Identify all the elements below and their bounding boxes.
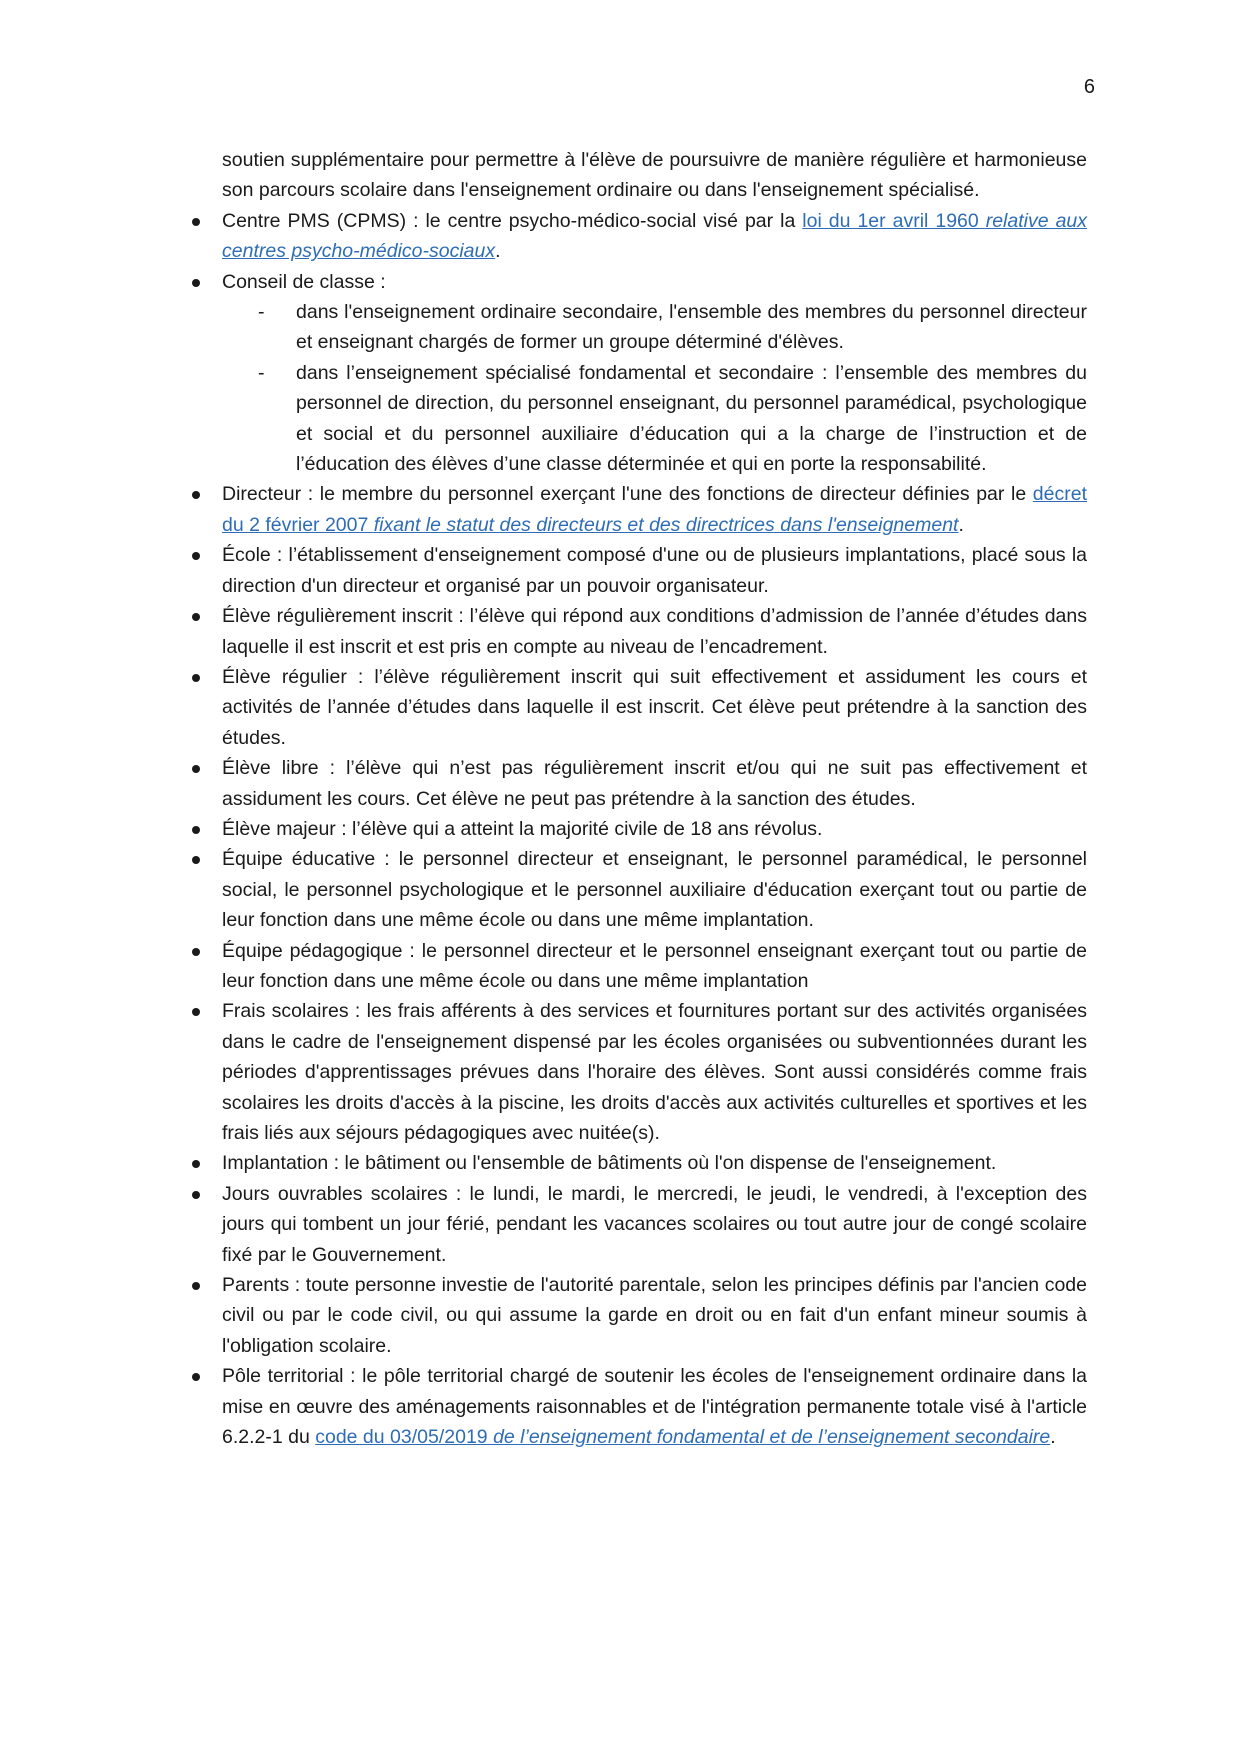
- list-item-frais-scolaires: Frais scolaires : les frais afférents à des services et fournitures portant sur des activités organisées dans le cadre de l'enseignement dispensé par les écoles organisées ou subventionnées durant les périodes d'apprentissages prévues dans l'horaire des élèves. Sont aussi considérés comme frais scolaires les droits d'accès à la piscine, les droits d'accès aux activités culturelles et sportives et les frais liés aux séjours pédagogiques avec nuitée(s).: [222, 996, 1087, 1148]
- list-item-equipe-pedagogique: Équipe pédagogique : le personnel directeur et le personnel enseignant exerçant tout ou partie de leur fonction dans une même école ou dans une même implantation: [222, 936, 1087, 997]
- document-body: [222, 145, 1087, 1452]
- definitions-list: [222, 206, 1087, 1453]
- link-code-2019[interactable]: code du 03/05/2019 de l’enseignement fondamental et de l’enseignement secondaire: [315, 1426, 1051, 1449]
- pole-text: Pôle territorial : le pôle territorial chargé de soutenir les écoles de l'enseignement ordinaire dans la mise en œuvre des aménagements raisonnables et de l'intégration permanente totale visé à l'article 6.2.2-1 du: [222, 1365, 1087, 1449]
- list-item-jours-ouvrables: Jours ouvrables scolaires : le lundi, le mardi, le mercredi, le jeudi, le vendredi, à l'exception des jours qui tombent un jour férié, pendant les vacances scolaires ou tout autre jour de congé scolaire fixé par le Gouvernement.: [222, 1179, 1087, 1270]
- page-number: 6: [1083, 76, 1095, 98]
- list-item-cpms: Centre PMS (CPMS) : le centre psycho-médico-social visé par la loi du 1er avril 1960 relative aux centres psycho-médico-sociaux.: [222, 206, 1087, 267]
- directeur-text: Directeur : le membre du personnel exerçant l'une des fonctions de directeur définies par le: [222, 483, 1033, 506]
- conseil-text: Conseil de classe :: [222, 270, 386, 293]
- list-item-conseil-de-classe: [222, 267, 1087, 480]
- list-item-pole-territorial: Pôle territorial : le pôle territorial chargé de soutenir les écoles de l'enseignement ordinaire dans la mise en œuvre des aménagements raisonnables et de l'intégration permanente totale visé à l'article 6.2.2-1 du code du 03/05/2019 de l’enseignement fondamental et de l’enseignement secondaire.: [222, 1361, 1087, 1452]
- list-item-eleve-inscrit: Élève régulièrement inscrit : l’élève qui répond aux conditions d’admission de l’année d’études dans laquelle il est inscrit et est pris en compte au niveau de l’encadrement.: [222, 601, 1087, 662]
- link-decret-2007[interactable]: décret du 2 février 2007 fixant le statut des directeurs et des directrices dans l'enseignement: [222, 483, 1087, 536]
- list-item-ecole: École : l’établissement d'enseignement composé d'une ou de plusieurs implantations, placé sous la direction d'un directeur et organisé par un pouvoir organisateur.: [222, 540, 1087, 601]
- cpms-text: Centre PMS (CPMS) : le centre psycho-médico-social visé par la: [222, 209, 803, 232]
- list-item-directeur: Directeur : le membre du personnel exerçant l'une des fonctions de directeur définies par le décret du 2 février 2007 fixant le statut des directeurs et des directrices dans l'enseignement.: [222, 479, 1087, 540]
- sub-item: - dans l'enseignement ordinaire secondaire, l'ensemble des membres du personnel directeur et enseignant chargés de former un groupe déterminé d'élèves.: [296, 297, 1087, 358]
- list-item-eleve-majeur: Élève majeur : l’élève qui a atteint la majorité civile de 18 ans révolus.: [222, 814, 1087, 844]
- sub-item: - dans l’enseignement spécialisé fondamental et secondaire : l’ensemble des membres du personnel de direction, du personnel enseignant, du personnel paramédical, psychologique et social et du personnel auxiliaire d’éducation qui a la charge de l’instruction et de l’éducation des élèves d’une classe déterminée et qui en porte la responsabilité.: [296, 358, 1087, 480]
- list-item-eleve-libre: Élève libre : l’élève qui n’est pas régulièrement inscrit et/ou qui ne suit pas effectivement et assidument les cours. Cet élève ne peut pas prétendre à la sanction des études.: [222, 753, 1087, 814]
- conseil-sub-list: [222, 297, 1087, 479]
- link-loi-1960[interactable]: loi du 1er avril 1960 relative aux centres psycho-médico-sociaux: [222, 209, 1088, 263]
- list-item-implantation: Implantation : le bâtiment ou l'ensemble de bâtiments où l'on dispense de l'enseignement.: [222, 1148, 1087, 1178]
- intro-paragraph: soutien supplémentaire pour permettre à l'élève de poursuivre de manière régulière et harmonieuse son parcours scolaire dans l'enseignement ordinaire ou dans l'enseignement spécialisé.: [222, 149, 1087, 202]
- list-item-equipe-educative: Équipe éducative : le personnel directeur et enseignant, le personnel paramédical, le personnel social, le personnel psychologique et le personnel auxiliaire d'éducation exerçant tout ou partie de leur fonction dans une même école ou dans une même implantation.: [222, 844, 1087, 935]
- list-item-parents: Parents : toute personne investie de l'autorité parentale, selon les principes définis par l'ancien code civil ou par le code civil, ou qui assume la garde en droit ou en fait d'un enfant mineur soumis à l'obligation scolaire.: [222, 1270, 1087, 1361]
- list-item-eleve-regulier: Élève régulier : l’élève régulièrement inscrit qui suit effectivement et assidument les cours et activités de l’année d’études dans laquelle il est inscrit. Cet élève peut prétendre à la sanction des études.: [222, 662, 1087, 753]
